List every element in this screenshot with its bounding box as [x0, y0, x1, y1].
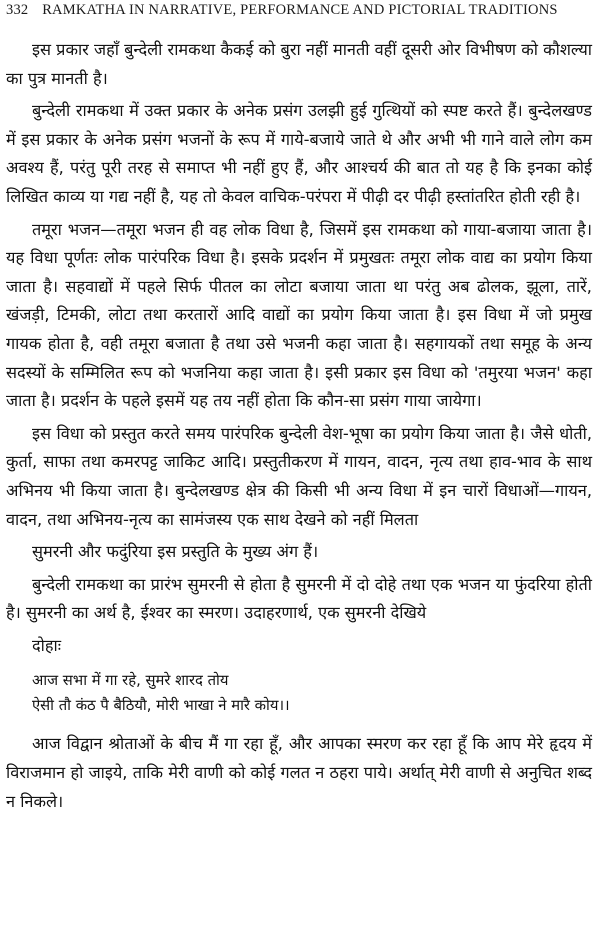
- paragraph-kaikeyi: इस प्रकार जहाँ बुन्देली रामकथा कैकई को बुरा नहीं मानती वहीं दूसरी ओर विभीषण को कौशल्या का पुत्र मानती है।: [6, 40, 592, 88]
- paragraph-costume: इस विधा को प्रस्तुत करते समय पारंपरिक बुन्देली वेश-भूषा का प्रयोग किया जाता है। जैसे धोती, कुर्ता, साफा तथा कमरपट्ट जाकिट आदि। प्रस्तुतीकरण में गायन, वादन, नृत्य तथा हाव-भाव के साथ अभिनय भी किया जाता है। बुन्देलखण्ड क्षेत्र की किसी भी अन्य विधा में इन चारों विधाओं—गायन, वादन, तथा अभिनय-नृत्य का सामंजस्य एक साथ देखने को नहीं मिलता: [6, 423, 592, 529]
- paragraph-tamura-bhajan: तमूरा भजन—तमूरा भजन ही वह लोक विधा है, जिसमें इस रामकथा को गाया-बजाया जाता है। यह विधा पूर्णतः लोक पारंपरिक विधा है। इसके प्रदर्शन में प्रमुखतः तमूरा लोक वाद्य का प्रयोग किया जाता है। सहवाद्यों में पहले सिर्फ पीतल का लोटा बजाया जाता था परंतु अब ढोलक, झूला, तारें, खंजड़ी, टिमकी, लोटा तथा करतारों आदि वाद्यों का प्रयोग किया जाता है। इस विधा में जो प्रमुख गायक होता है, वही तमूरा बजाता है तथा उसे भजनी कहा जाता है। सहगायकों तथा समूह के अन्य सदस्यों के सम्मिलित रूप को भजनिया कहा जाता है। इसी प्रकार इस विधा को 'तमुरया भजन' कहा जाता है। प्रदर्शन के पहले इसमें यह तय नहीं होता कि कौन-सा प्रसंग गाया जायेगा।: [6, 219, 592, 411]
- doha-label: दोहाः: [32, 635, 62, 655]
- paragraph-sumarni-parts: सुमरनी और फदुंरिया इस प्रस्तुति के मुख्य अंग हैं।: [32, 542, 319, 562]
- running-header: [6, 2, 594, 19]
- paragraph-oral-tradition: बुन्देली रामकथा में उक्त प्रकार के अनेक प्रसंग उलझी हुई गुत्थियों को स्पष्ट करते हैं। बुन्देलखण्ड में इस प्रकार के अनेक प्रसंग भजनों के रूप में गाये-बजाये जाते थे और अभी भी गाने वाले लोग कम अवश्य हैं, परंतु पूरी तरह से समाप्त भी नहीं हुए हैं, और आश्चर्य की बात तो यह है कि इनका कोई लिखित काव्य या गद्य नहीं है, यह तो केवल वाचिक-परंपरा में पीढ़ी दर पीढ़ी हस्तांतरित होती रही है।: [6, 101, 592, 206]
- doha-verse: [6, 668, 592, 718]
- verse-line: आज सभा में गा रहे, सुमरे शारद तोय: [32, 672, 229, 690]
- verse-line: ऐसी तौ कंठ पै बैठियौ, मोरी भाखा ने मारै कोय।।: [32, 697, 290, 715]
- page-body: [6, 36, 592, 820]
- running-title: RAMKATHA IN NARRATIVE, PERFORMANCE AND PICTORIAL TRADITIONS: [42, 2, 558, 18]
- paragraph-meaning: आज विद्वान श्रोताओं के बीच मैं गा रहा हूँ, और आपका स्मरण कर रहा हूँ कि आप मेरे हृदय में विराजमान हो जाइये, ताकि मेरी वाणी को कोई गलत न ठहरा पाये। अर्थात् मेरी वाणी से अनुचित शब्द न निकले।: [6, 734, 592, 811]
- paragraph-sumarni-intro: बुन्देली रामकथा का प्रारंभ सुमरनी से होता है सुमरनी में दो दोहे तथा एक भजन या फुंदरिया होती है। सुमरनी का अर्थ है, ईश्वर का स्मरण। उदाहरणार्थ, एक सुमरनी देखिये: [6, 574, 592, 623]
- page-number: 332: [6, 2, 29, 18]
